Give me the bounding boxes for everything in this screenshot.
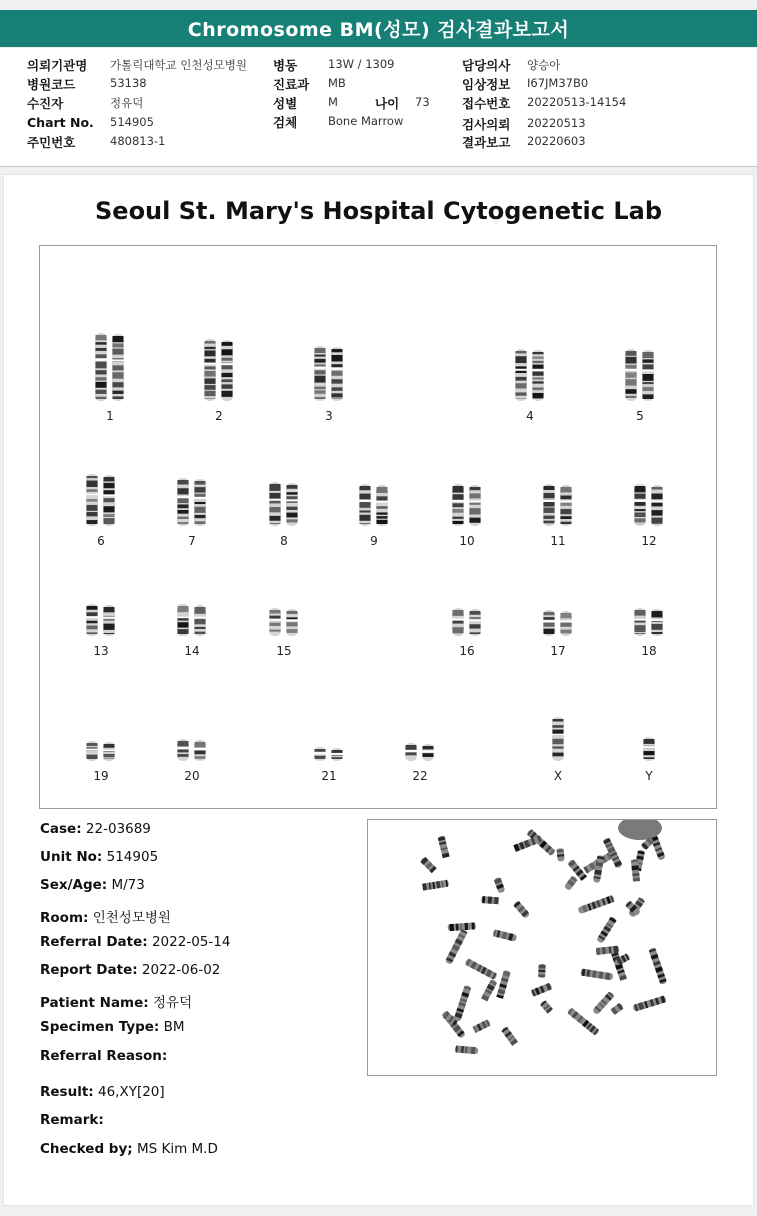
info-label-doctor: 담당의사 — [462, 58, 511, 73]
field-specimen-type — [40, 1019, 185, 1035]
field-result-value: 46,XY[20] — [97, 1084, 165, 1100]
chromosome-5 — [623, 349, 657, 401]
info-value-receipt-no: 20220513-14154 — [527, 95, 627, 109]
chromosome-label-19: 19 — [93, 769, 109, 783]
info-label-receipt-no: 접수번호 — [462, 96, 511, 111]
karyogram-panel — [39, 245, 717, 809]
info-value-hospital-code: 53138 — [110, 76, 147, 90]
chromosome-label-9: 9 — [370, 534, 378, 548]
info-value-specimen: Bone Marrow — [328, 114, 404, 128]
chromosome-15-image — [267, 608, 301, 636]
field-patient-name-value: 정유덕 — [152, 995, 193, 1011]
chromosome-22 — [403, 743, 437, 761]
chromosome-2-image — [202, 339, 236, 401]
field-report-date — [40, 962, 220, 978]
field-result-key: Result: — [40, 1084, 94, 1100]
chromosome-20-image — [175, 739, 209, 761]
info-value-department: MB — [328, 76, 346, 90]
info-label-clinical-info: 임상정보 — [462, 77, 511, 92]
chromosome-label-15: 15 — [276, 644, 292, 658]
chromosome-8 — [267, 482, 301, 526]
chromosome-x-image — [549, 717, 567, 761]
field-referral-date — [40, 934, 230, 950]
info-label-resident-no: 주민번호 — [27, 135, 76, 150]
field-specimen-type-key: Specimen Type: — [40, 1019, 160, 1035]
chromosome-label-6: 6 — [97, 534, 105, 548]
info-label-result-date: 결과보고 — [462, 135, 511, 150]
chromosome-4-image — [513, 349, 547, 401]
chromosome-label-x: X — [553, 769, 563, 783]
chromosome-12-image — [632, 484, 666, 526]
info-label-department: 진료과 — [273, 77, 310, 92]
chromosome-label-16: 16 — [459, 644, 475, 658]
chromosome-label-11: 11 — [550, 534, 566, 548]
chromosome-12 — [632, 484, 666, 526]
chromosome-label-20: 20 — [184, 769, 200, 783]
field-patient-name — [40, 991, 192, 1011]
chromosome-6 — [84, 474, 118, 526]
chromosome-22-image — [403, 743, 437, 761]
chromosome-13 — [84, 604, 118, 636]
chromosome-label-18: 18 — [641, 644, 657, 658]
chromosome-7 — [175, 478, 209, 526]
chromosome-label-y: Y — [645, 769, 653, 783]
field-remark-key: Remark: — [40, 1112, 104, 1128]
chromosome-label-2: 2 — [215, 409, 223, 423]
info-value-clinical-info: I67JM37B0 — [527, 76, 589, 90]
chromosome-17-image — [541, 610, 575, 636]
info-label-hospital-code: 병원코드 — [27, 77, 76, 92]
metaphase-image — [367, 819, 717, 1076]
chromosome-label-21: 21 — [321, 769, 337, 783]
info-value-sex: M — [328, 95, 338, 109]
field-referral-reason — [40, 1048, 167, 1064]
chromosome-8-image — [267, 482, 301, 526]
chromosome-17 — [541, 610, 575, 636]
chromosome-label-5: 5 — [636, 409, 644, 423]
chromosome-21-image — [312, 747, 346, 761]
info-value-doctor: 양승아 — [527, 58, 561, 72]
field-sex-age — [40, 877, 145, 893]
chromosome-label-13: 13 — [93, 644, 109, 658]
chromosome-19 — [84, 741, 118, 761]
field-checked-by-key: Checked by; — [40, 1141, 133, 1157]
lab-title: Seoul St. Mary's Hospital Cytogenetic Lab — [95, 197, 662, 225]
info-value-institution: 가톨릭대학교 인천성모병원 — [110, 58, 247, 72]
chromosome-1-image — [93, 333, 127, 401]
info-label-sex: 성별 — [273, 96, 298, 111]
chromosome-15 — [267, 608, 301, 636]
field-result — [40, 1084, 165, 1100]
chromosome-label-1: 1 — [106, 409, 114, 423]
chromosome-label-17: 17 — [550, 644, 566, 658]
field-room-key: Room: — [40, 910, 89, 926]
metaphase-spread-graphic — [368, 820, 716, 1075]
chromosome-y — [640, 737, 658, 761]
chromosome-x — [549, 717, 567, 761]
chromosome-5-image — [623, 349, 657, 401]
field-report-date-value: 2022-06-02 — [141, 962, 221, 978]
field-case — [40, 821, 151, 837]
chromosome-7-image — [175, 478, 209, 526]
chromosome-10-image — [450, 484, 484, 526]
chromosome-label-7: 7 — [188, 534, 196, 548]
chromosome-6-image — [84, 474, 118, 526]
info-value-request-date: 20220513 — [527, 116, 586, 130]
field-sex-age-key: Sex/Age: — [40, 877, 108, 893]
field-room — [40, 906, 171, 926]
patient-info-panel — [0, 48, 757, 167]
chromosome-21 — [312, 747, 346, 761]
chromosome-9-image — [357, 484, 391, 526]
field-patient-name-key: Patient Name: — [40, 995, 149, 1011]
field-unit-no-value: 514905 — [106, 849, 159, 865]
info-value-chart-no: 514905 — [110, 115, 154, 129]
field-case-value: 22-03689 — [85, 821, 151, 837]
chromosome-10 — [450, 484, 484, 526]
chromosome-label-4: 4 — [526, 409, 534, 423]
field-unit-no — [40, 849, 158, 865]
info-value-age: 73 — [415, 95, 430, 109]
chromosome-13-image — [84, 604, 118, 636]
chromosome-4 — [513, 349, 547, 401]
cytogenetic-report — [3, 174, 754, 1206]
field-referral-date-key: Referral Date: — [40, 934, 148, 950]
chromosome-1 — [93, 333, 127, 401]
field-sex-age-value: M/73 — [111, 877, 145, 893]
chromosome-label-14: 14 — [184, 644, 200, 658]
chromosome-14 — [175, 604, 209, 636]
field-remark — [40, 1112, 104, 1128]
field-case-key: Case: — [40, 821, 82, 837]
info-label-request-date: 검사의뢰 — [462, 117, 511, 132]
chromosome-11 — [541, 484, 575, 526]
chromosome-16 — [450, 608, 484, 636]
field-room-value: 인천성모병원 — [92, 910, 171, 926]
chromosome-label-3: 3 — [325, 409, 333, 423]
chromosome-2 — [202, 339, 236, 401]
chromosome-3-image — [312, 346, 346, 401]
chromosome-14-image — [175, 604, 209, 636]
field-unit-no-key: Unit No: — [40, 849, 103, 865]
chromosome-11-image — [541, 484, 575, 526]
info-label-specimen: 검체 — [273, 115, 298, 130]
chromosome-18 — [632, 608, 666, 636]
chromosome-label-8: 8 — [280, 534, 288, 548]
field-checked-by-value: MS Kim M.D — [136, 1141, 218, 1157]
report-title: Chromosome BM(성모) 검사결과보고서 — [187, 19, 570, 41]
chromosome-label-10: 10 — [459, 534, 475, 548]
info-label-patient: 수진자 — [27, 96, 64, 111]
chromosome-20 — [175, 739, 209, 761]
chromosome-19-image — [84, 741, 118, 761]
chromosome-9 — [357, 484, 391, 526]
chromosome-3 — [312, 346, 346, 401]
chromosome-label-22: 22 — [412, 769, 428, 783]
report-title-bar — [0, 10, 757, 47]
field-referral-reason-key: Referral Reason: — [40, 1048, 168, 1064]
field-report-date-key: Report Date: — [40, 962, 138, 978]
field-specimen-type-value: BM — [163, 1019, 185, 1035]
info-value-patient: 정유덕 — [110, 96, 144, 110]
chromosome-y-image — [640, 737, 658, 761]
info-label-age: 나이 — [375, 96, 400, 111]
info-label-institution: 의뢰기관명 — [27, 58, 88, 73]
info-label-ward: 병동 — [273, 58, 298, 73]
field-checked-by — [40, 1141, 218, 1157]
chromosome-18-image — [632, 608, 666, 636]
chromosome-16-image — [450, 608, 484, 636]
info-value-resident-no: 480813-1 — [110, 134, 166, 148]
info-label-chart-no: Chart No. — [27, 115, 94, 130]
field-referral-date-value: 2022-05-14 — [151, 934, 231, 950]
info-value-ward: 13W / 1309 — [328, 57, 395, 71]
chromosome-label-12: 12 — [641, 534, 657, 548]
info-value-result-date: 20220603 — [527, 134, 586, 148]
